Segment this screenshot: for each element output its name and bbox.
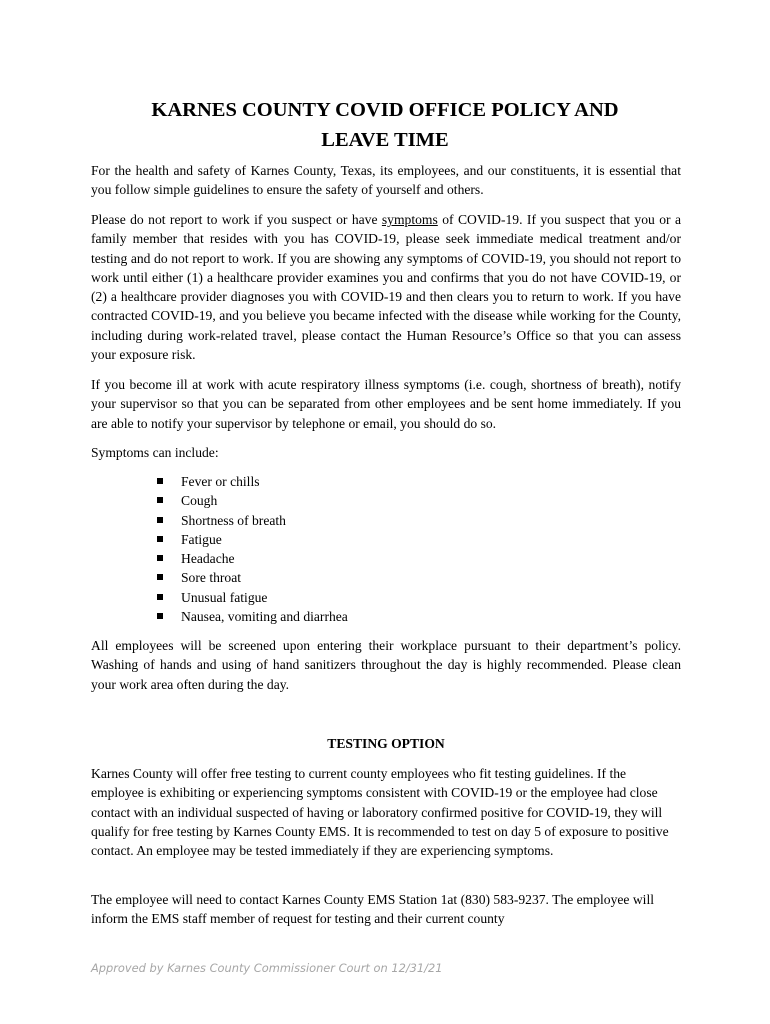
square-bullet-icon	[157, 594, 163, 600]
report-policy-text-start: Please do not report to work if you suspect or have	[91, 212, 382, 227]
title-line-1: KARNES COUNTY COVID OFFICE POLICY AND	[151, 99, 619, 121]
symptom-label: Fatigue	[181, 531, 222, 547]
square-bullet-icon	[157, 497, 163, 503]
illness-at-work-paragraph: If you become ill at work with acute respiratory illness symptoms (i.e. cough, shortness of breath), notify your supervisor so that you can be separated from other employees and be sent home immediately. If you are able to notify your supervisor by telephone or email, you should do so.	[91, 377, 681, 431]
screening-paragraph: All employees will be screened upon entering their workplace pursuant to their department’s policy. Washing of hands and using of hand sanitizers throughout the day is highly recommended. Please clean your work area often during the day.	[91, 638, 681, 692]
square-bullet-icon	[157, 478, 163, 484]
symptom-label: Cough	[181, 493, 218, 509]
square-bullet-icon	[157, 517, 163, 523]
symptom-label: Headache	[181, 551, 235, 567]
symptoms-intro: Symptoms can include:	[91, 445, 219, 460]
document-title	[90, 95, 680, 155]
square-bullet-icon	[157, 536, 163, 542]
symptoms-link[interactable]: symptoms	[381, 212, 438, 227]
symptom-label: Nausea, vomiting and diarrhea	[181, 609, 348, 625]
testing-paragraph: Karnes County will offer free testing to current county employees who fit testing guidelines. If the employee is exhibiting or experiencing symptoms consistent with COVID-19 or the employee had close contact with an individual suspected of having or laboratory confirmed positive for COVID-19, they will qualify for free testing by Karnes County EMS. It is recommended to test on day 5 of exposure to positive contact. An employee may be tested immediately if they are experiencing symptoms.	[91, 766, 669, 859]
list-item	[155, 549, 348, 568]
list-item	[155, 607, 348, 626]
title-line-2: LEAVE TIME	[321, 129, 449, 151]
symptoms-list	[155, 472, 348, 626]
square-bullet-icon	[157, 574, 163, 580]
symptom-label: Unusual fatigue	[181, 589, 268, 605]
symptom-label: Shortness of breath	[181, 512, 286, 528]
approval-footer: Approved by Karnes County Commissioner Court on 12/31/21	[91, 961, 443, 975]
symptom-label: Sore throat	[181, 570, 242, 586]
symptom-label: Fever or chills	[181, 474, 260, 489]
intro-paragraph: For the health and safety of Karnes County, Texas, its employees, and our constituents, it is essential that you follow simple guidelines to ensure the safety of yourself and others.	[91, 163, 681, 198]
list-item	[155, 511, 348, 530]
list-item	[155, 472, 348, 491]
report-policy-paragraph	[91, 210, 681, 364]
square-bullet-icon	[157, 613, 163, 619]
report-policy-text-end: of COVID-19. If you suspect that you or a family member that resides with you has COVID-19, please seek immediate medical treatment and/or testing and do not report to work. If you are showing any symptoms of COVID-19, you should not report to work until either (1) a healthcare provider examines you and confirms that you do not have COVID-19, or (2) a healthcare provider diagnoses you with COVID-19 and then clears you to return to work. If you have contracted COVID-19, and you believe you became infected with the disease while working for the County, including during work-related travel, please contact the Human Resource’s Office so that you can assess your exposure risk.	[91, 212, 681, 363]
list-item	[155, 568, 348, 587]
list-item	[155, 588, 348, 607]
list-item	[155, 491, 348, 510]
ems-contact-paragraph: The employee will need to contact Karnes County EMS Station 1at (830) 583-9237. The employee will inform the EMS staff member of request for testing and their current county	[91, 892, 655, 927]
square-bullet-icon	[157, 555, 163, 561]
testing-option-heading: TESTING OPTION	[327, 736, 445, 751]
list-item	[155, 530, 348, 549]
